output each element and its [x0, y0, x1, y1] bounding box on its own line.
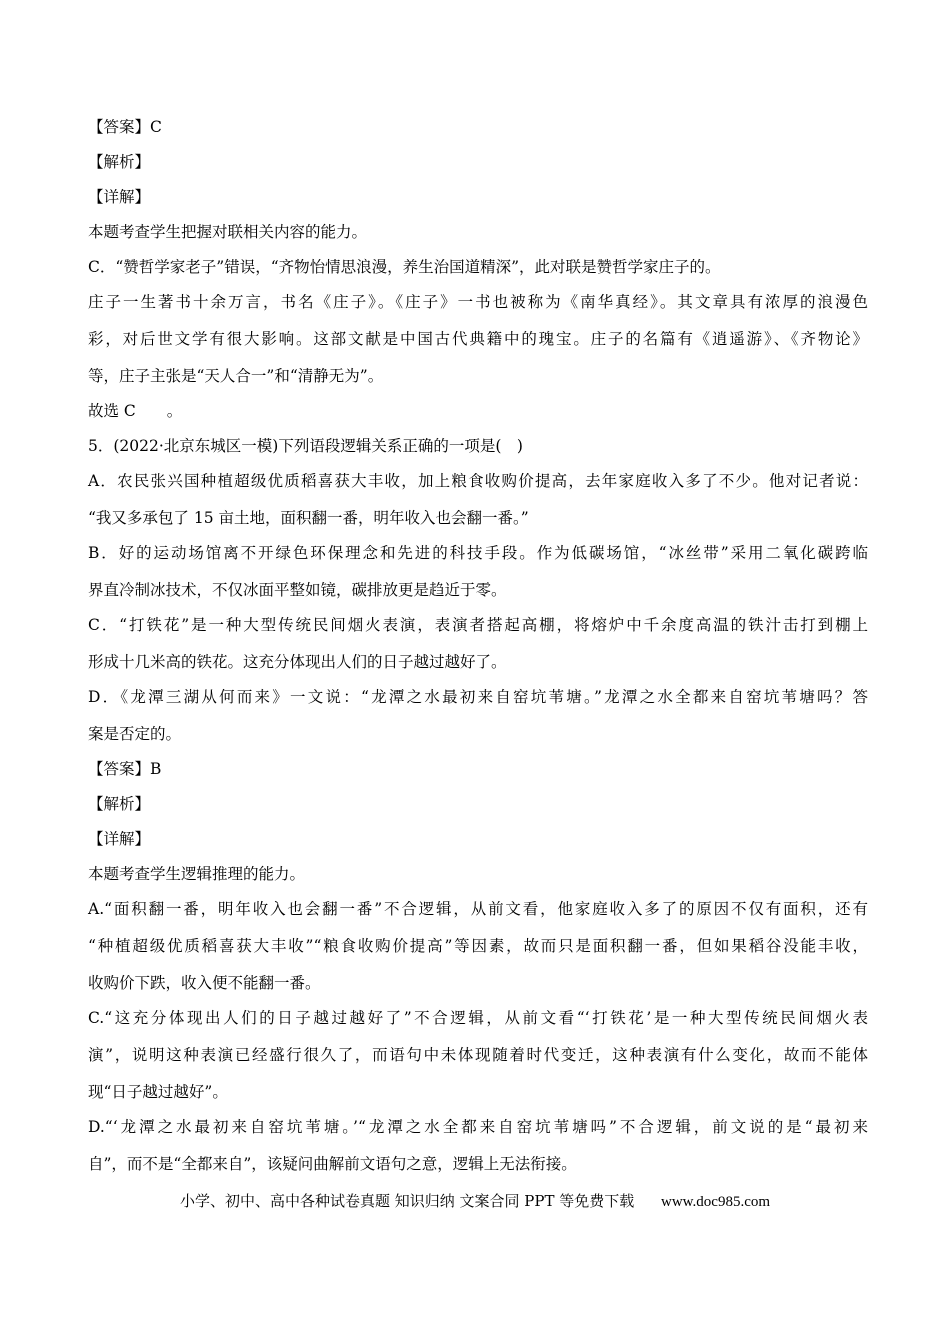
- detail-label: 【详解】: [88, 188, 151, 206]
- explanation-c-line: 现“日子越过越好”。: [88, 1083, 228, 1101]
- explanation-a-line: “种植超级优质稻喜获大丰收”“粮食收购价提高”等因素，故而只是面积翻一番，但如果稻谷没能丰收，: [88, 937, 868, 955]
- option-b-line: 界直冷制冰技术，不仅冰面平整如镜，碳排放更是趋近于零。: [88, 581, 507, 599]
- option-d-line: D．《龙潭三湖从何而来》一文说：“龙潭之水最初来自窑坑苇塘。”龙潭之水全都来自窑坑苇塘吗？答: [88, 688, 868, 706]
- explanation-d-line: D.“‘龙潭之水最初来自窑坑苇塘。’“龙潭之水全都来自窑坑苇塘吗”不合逻辑，前文说的是“最初来: [88, 1118, 868, 1136]
- option-d-line: 案是否定的。: [88, 725, 182, 743]
- option-c-line: 形成十几米高的铁花。这充分体现出人们的日子越过越好了。: [88, 653, 507, 671]
- conclusion-line: 故选 C 。: [88, 402, 183, 420]
- paragraph-line: 等，庄子主张是“天人合一”和“清静无为”。: [88, 367, 384, 385]
- paragraph-line: C．“赞哲学家老子”错误，“齐物怡情思浪漫，养生治国道精深”，此对联是赞哲学家庄子的。: [88, 258, 721, 276]
- footer-url: www.doc985.com: [661, 1194, 771, 1210]
- explanation-a-line: 收购价下跌，收入便不能翻一番。: [88, 974, 321, 992]
- analysis-label: 【解析】: [88, 795, 151, 813]
- answer-label: 【答案】B: [88, 760, 162, 778]
- option-a-line: A．农民张兴国种植超级优质稻喜获大丰收，加上粮食收购价提高，去年家庭收入多了不少。他对记者说：: [88, 472, 868, 490]
- paragraph-line: 本题考查学生逻辑推理的能力。: [88, 865, 306, 883]
- analysis-label: 【解析】: [88, 153, 151, 171]
- detail-label: 【详解】: [88, 830, 151, 848]
- explanation-c-line: 演”，说明这种表演已经盛行很久了，而语句中未体现随着时代变迁，这种表演有什么变化，故而不能体: [88, 1046, 868, 1064]
- option-a-line: “我又多承包了 15 亩土地，面积翻一番，明年收入也会翻一番。”: [88, 509, 529, 527]
- explanation-c-line: C.“这充分体现出人们的日子越过越好了”不合逻辑，从前文看“‘打铁花’是一种大型传统民间烟火表: [88, 1009, 868, 1027]
- paragraph-line: 本题考查学生把握对联相关内容的能力。: [88, 223, 368, 241]
- option-b-line: B．好的运动场馆离不开绿色环保理念和先进的科技手段。作为低碳场馆，“冰丝带”采用二氧化碳跨临: [88, 544, 868, 562]
- answer-label: 【答案】C: [88, 118, 162, 136]
- explanation-d-line: 自”，而不是“全都来自”，该疑问曲解前文语句之意，逻辑上无法衔接。: [88, 1155, 577, 1173]
- page-footer: [0, 1190, 950, 1213]
- question-title: 5．(2022·北京东城区一模)下列语段逻辑关系正确的一项是( ): [88, 437, 523, 455]
- paragraph-line: 彩，对后世文学有很大影响。这部文献是中国古代典籍中的瑰宝。庄子的名篇有《逍遥游》、《齐物论》: [88, 330, 868, 348]
- footer-text: 小学、初中、高中各种试卷真题 知识归纳 文案合同 PPT 等免费下载: [179, 1192, 635, 1210]
- option-c-line: C．“打铁花”是一种大型传统民间烟火表演，表演者搭起高棚，将熔炉中千余度高温的铁汁击打到棚上: [88, 616, 868, 634]
- paragraph-line: 庄子一生著书十余万言，书名《庄子》。《庄子》一书也被称为《南华真经》。其文章具有浓厚的浪漫色: [88, 293, 868, 311]
- explanation-a-line: A.“面积翻一番，明年收入也会翻一番”不合逻辑，从前文看，他家庭收入多了的原因不仅有面积，还有: [88, 900, 868, 918]
